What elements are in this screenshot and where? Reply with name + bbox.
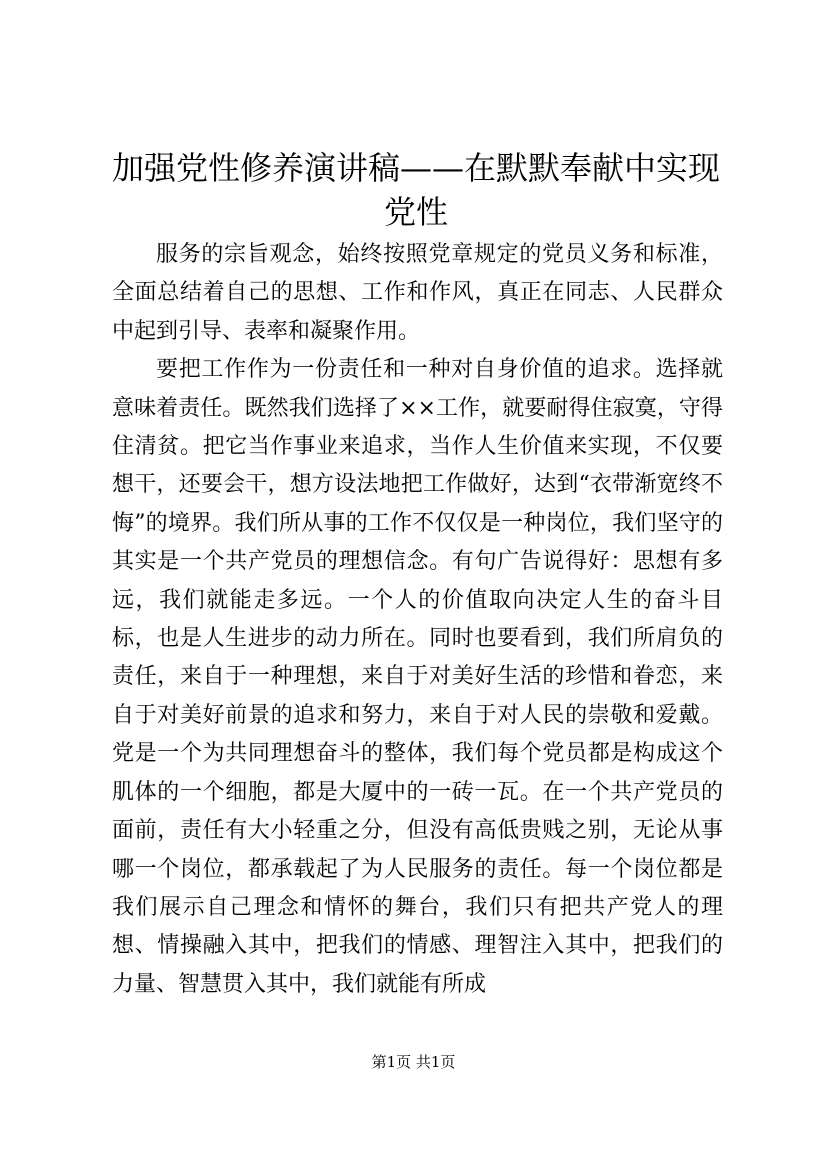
page-footer: 第1页 共1页 bbox=[371, 1053, 456, 1071]
paragraph: 要把工作作为一份责任和一种对自身价值的追求。选择就意味着责任。既然我们选择了××工作，就要耐得住寂寞，守得住清贫。把它当作事业来追求，当作人生价值来实现，不仅要想干，还要会干，想方设法地把工作做好，达到“衣带渐宽终不悔”的境界。我们所从事的工作不仅仅是一种岗位，我们坚守的其实是一个共产党员的理想信念。有句广告说得好：思想有多远，我们就能走多远。一个人的价值取向决定人生的奋斗目标，也是人生进步的动力所在。同时也要看到，我们所肩负的责任，来自于一种理想，来自于对美好生活的珍惜和眷恋，来自于对美好前景的追求和努力，来自于对人民的崇敬和爱戴。党是一个为共同理想奋斗的整体，我们每个党员都是构成这个肌体的一个细胞，都是大厦中的一砖一瓦。在一个共产党员的面前，责任有大小轻重之分，但没有高低贵贱之别，无论从事哪一个岗位，都承载起了为人民服务的责任。每一个岗位都是我们展示自己理念和情怀的舞台，我们只有把共产党人的理想、情操融入其中，把我们的情感、理智注入其中，把我们的力量、智慧贯入其中，我们就能有所成 bbox=[112, 357, 723, 997]
document-title: 加强党性修养演讲稿——在默默奉献中实现党性 bbox=[111, 149, 720, 231]
document-body bbox=[112, 236, 723, 1004]
paragraph: 服务的宗旨观念，始终按照党章规定的党员义务和标准，全面总结着自己的思想、工作和作风，真正在同志、人民群众中起到引导、表率和凝聚作用。 bbox=[112, 242, 723, 344]
